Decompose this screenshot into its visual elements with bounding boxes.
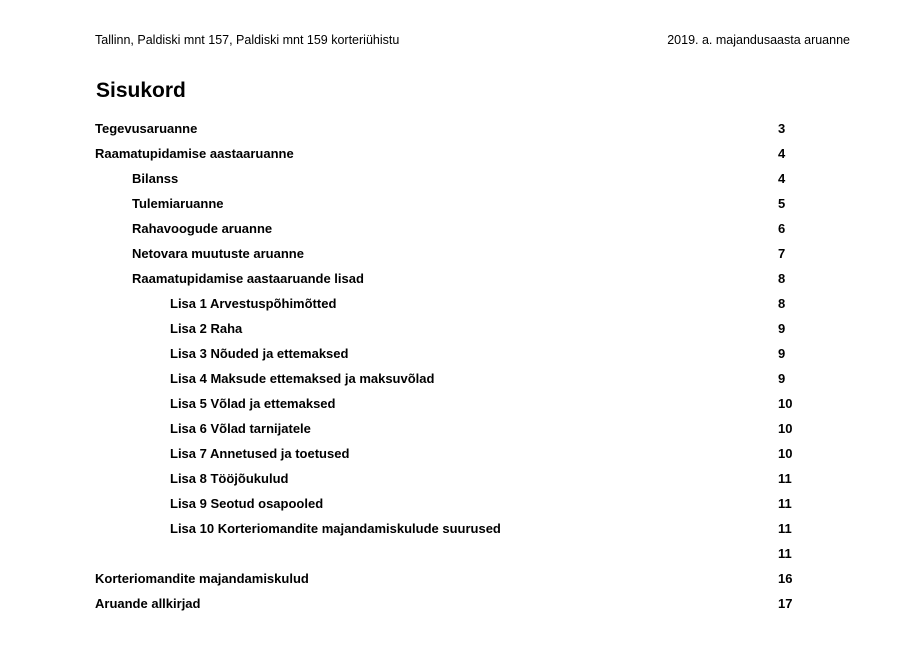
toc-entry-page-number: 6	[778, 221, 786, 236]
toc-entry-label: Lisa 7 Annetused ja toetused	[170, 446, 350, 461]
toc-entry-page-number: 3	[778, 121, 786, 136]
toc-entry-label: Lisa 1 Arvestuspõhimõtted	[170, 296, 337, 311]
header-report-title: 2019. a. majandusaasta aruanne	[667, 33, 850, 47]
toc-entry[interactable]	[0, 317, 916, 342]
toc-entry-page-number: 8	[778, 296, 786, 311]
toc-entry[interactable]	[0, 242, 916, 267]
toc-entry-label: Netovara muutuste aruanne	[132, 246, 304, 261]
toc-entry-page-number: 10	[778, 396, 793, 411]
toc-entry-page-number: 4	[778, 171, 786, 186]
toc-entry[interactable]	[0, 467, 916, 492]
toc-entry-label: Tegevusaruanne	[95, 121, 198, 136]
toc-entry-label: Tulemiaruanne	[132, 196, 224, 211]
toc-entry-page-number: 4	[778, 146, 786, 161]
toc-entry-page-number: 10	[778, 421, 793, 436]
toc-entry-page-number: 5	[778, 196, 786, 211]
toc-entry[interactable]	[0, 442, 916, 467]
toc-entry[interactable]	[0, 492, 916, 517]
toc-entry[interactable]	[0, 342, 916, 367]
toc-entry[interactable]	[0, 142, 916, 167]
toc-entry[interactable]	[0, 417, 916, 442]
toc-entry-page-number: 11	[778, 496, 792, 511]
toc-entry-label: Rahavoogude aruanne	[132, 221, 273, 236]
header-organization: Tallinn, Paldiski mnt 157, Paldiski mnt 159 korteriühistu	[95, 33, 400, 47]
toc-entry[interactable]	[0, 367, 916, 392]
toc-entry-label: Korteriomandite majandamiskulud	[95, 571, 309, 586]
toc-entry-label: Lisa 10 Korteriomandite majandamiskulude suurused	[170, 521, 501, 536]
toc-entry-label: Raamatupidamise aastaaruande lisad	[132, 271, 364, 286]
toc-entry-page-number: 11	[778, 471, 792, 486]
toc-entry[interactable]	[0, 542, 916, 567]
toc-entry[interactable]	[0, 567, 916, 592]
toc-title: Sisukord	[96, 79, 186, 102]
toc-entry[interactable]	[0, 517, 916, 542]
toc-entry-label: Lisa 3 Nõuded ja ettemaksed	[170, 346, 349, 361]
toc-entry[interactable]	[0, 292, 916, 317]
toc-entry[interactable]	[0, 192, 916, 217]
toc-entry[interactable]	[0, 267, 916, 292]
toc-entry-page-number: 10	[778, 446, 793, 461]
toc-entry[interactable]	[0, 117, 916, 142]
table-of-contents	[0, 117, 916, 617]
toc-entry-page-number: 9	[778, 321, 786, 336]
toc-entry-label: Lisa 5 Võlad ja ettemaksed	[170, 396, 336, 411]
toc-entry-page-number: 9	[778, 371, 786, 386]
toc-entry-label: Lisa 4 Maksude ettemaksed ja maksuvõlad	[170, 371, 435, 386]
toc-entry-label: Lisa 2 Raha	[170, 321, 243, 336]
toc-entry-label: Aruande allkirjad	[95, 596, 201, 611]
toc-entry-page-number: 16	[778, 571, 793, 586]
toc-entry-page-number: 11	[778, 521, 792, 536]
toc-entry-label: Lisa 8 Tööjõukulud	[170, 471, 289, 486]
toc-entry[interactable]	[0, 167, 916, 192]
toc-entry-label: Lisa 6 Võlad tarnijatele	[170, 421, 311, 436]
toc-entry-page-number: 17	[778, 596, 793, 611]
toc-entry-label: Raamatupidamise aastaaruanne	[95, 146, 294, 161]
toc-entry-page-number: 7	[778, 246, 786, 261]
toc-entry[interactable]	[0, 392, 916, 417]
toc-entry-page-number: 9	[778, 346, 786, 361]
toc-entry-page-number: 11	[778, 546, 792, 561]
toc-entry-label: Bilanss	[132, 171, 179, 186]
toc-entry[interactable]	[0, 217, 916, 242]
toc-entry[interactable]	[0, 592, 916, 617]
toc-entry-page-number: 8	[778, 271, 786, 286]
toc-entry-label: Lisa 9 Seotud osapooled	[170, 496, 324, 511]
